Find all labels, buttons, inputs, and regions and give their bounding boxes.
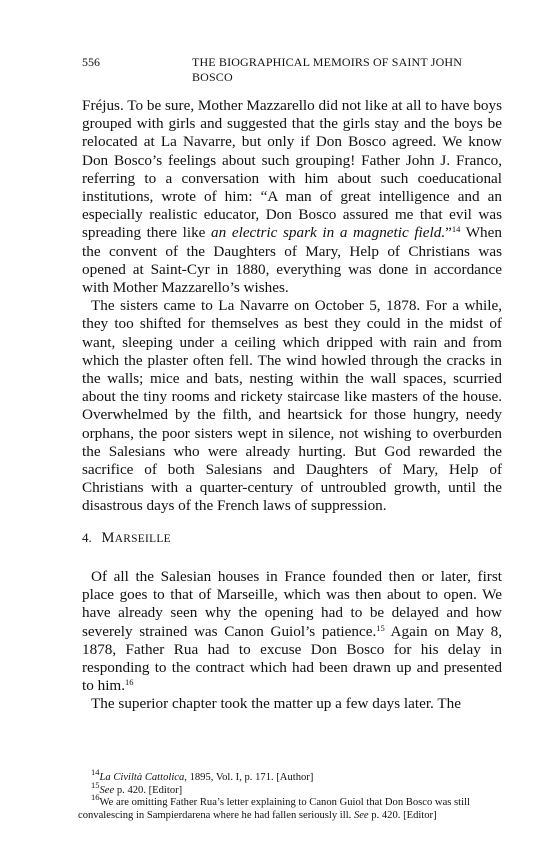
paragraph-1-text-c: When the convent of the Daughters of Mary, Help of Christians was opened at Saint-Cyr in 1880, everything was done in accordance with Mother Mazzarello’s wishes. [82, 224, 502, 297]
footnote-16 [78, 792, 506, 822]
footnote-15 [82, 779, 502, 798]
section-heading [82, 530, 171, 547]
footnote-15-number: 15 [91, 779, 100, 790]
section-number: 4. [82, 530, 92, 545]
paragraph-1-italic: an electric spark in a magnetic field. [211, 224, 446, 242]
footnote-14-number: 14 [91, 767, 100, 777]
section-title: MARSEILLE [101, 530, 171, 546]
page-number: 556 [82, 55, 100, 69]
footnote-15-text: p. 420. [Editor] [114, 784, 183, 796]
paragraph-4: The superior chapter took the matter up a few days later. The [91, 695, 461, 713]
footnote-14-text: , 1895, Vol. I, p. 171. [Author] [184, 772, 314, 783]
footnote-16-italic: See [353, 809, 369, 821]
closing-quote: ” [445, 224, 452, 242]
footnote-ref-15: 15 [376, 622, 385, 633]
paragraph-2: The sisters came to La Navarre on October 5, 1878. For a while, they too shifted for themselves as best they could in the midst of want, sleeping under a ceiling which dripped with rain and from which the plaster often fell. The wind howled through the cracks in the walls; mice and bats, nesting within the wall spaces, scurried about the tiny rooms and rickety staircase like masters of the house. Overwhelmed by the filth, and heartsick for those hungry, needy orphans, the poor sisters wept in silence, not wishing to overburden the Salesians who were already hurting. But God rewarded the sacrifice of both Salesians and Daughters of Mary, Help of Christians with a quarter-century of untroubled growth, until the disastrous days of the French laws of suppression. [82, 297, 502, 515]
footnote-16-number: 16 [91, 792, 100, 803]
main-text [82, 97, 502, 516]
paragraph-3-text-b: Again on May 8, 1878, Father Rua had to excuse Don Bosco for his delay in responding to the contract which had been drawn up and presented to him. [82, 622, 502, 695]
footnotes [78, 767, 502, 822]
paragraph-3 [82, 568, 502, 695]
paragraph-1-text-a: Fréjus. To be sure, Mother Mazzarello did not like at all to have boys grouped with girls and suggested that the girls stay and the boys be relocated at La Navarre, but only if Don Bosco agreed. We know Don Bosco’s feelings about such grouping! Father John J. Franco, referring to a conversation with him about such coeducational institutions, wrote of him: “A man of great intelligence and an especially realistic educator, Don Bosco assured me that evil was spreading there like [82, 97, 503, 242]
running-title: THE BIOGRAPHICAL MEMOIRS OF SAINT JOHN BOSCO [192, 55, 463, 84]
footnote-14 [82, 767, 502, 785]
paragraph-1 [82, 97, 502, 297]
section-text [82, 568, 502, 714]
footnote-16-text-a: We are omitting Father Rua’s letter explaining to Canon Guiol that Don Bosco was still convalescing in Sampierdarena where he had fallen seriously ill. [78, 797, 470, 821]
footnote-ref-16: 16 [125, 677, 134, 688]
paragraph-3-text-a: Of all the Salesian houses in France founded then or later, first place goes to that of Marseille, which was then about to open. We have already seen why the opening had to be delayed and how severely strained was Canon Guiol’s patience. [82, 568, 502, 640]
footnote-ref-14: 14 [451, 224, 461, 235]
footnote-16-text-b: p. 420. [Editor] [368, 809, 437, 821]
footnote-14-italic: La Civiltà Cattolica [99, 772, 185, 783]
running-header [82, 55, 502, 84]
footnote-15-italic: See [99, 784, 115, 796]
